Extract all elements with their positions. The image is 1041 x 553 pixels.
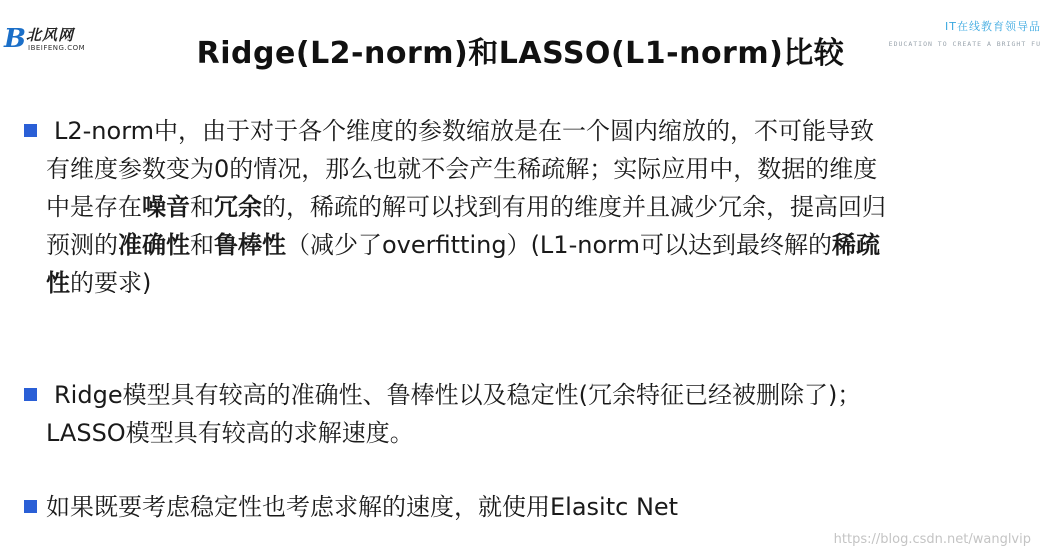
bullet-1-line-5: 性的要求) xyxy=(46,269,152,297)
bullet-1-line-4: 预测的准确性和鲁棒性（减少了overfitting）(L1-norm可以达到最终解的稀疏 xyxy=(46,231,880,259)
emphasis-sparse: 稀疏 xyxy=(831,231,880,259)
slogan-en: EDUCATION TO CREATE A BRIGHT FU xyxy=(888,40,1041,48)
bullet-3-text xyxy=(46,488,1021,526)
emphasis-accuracy: 准确性 xyxy=(118,231,190,259)
bullet-1-line-1: L2-norm中，由于对于各个维度的参数缩放是在一个圆内缩放的，不可能导致 xyxy=(54,117,875,145)
slide-title: Ridge(L2-norm)和LASSO(L1-norm)比较 xyxy=(196,36,845,71)
emphasis-robustness: 鲁棒性 xyxy=(214,231,286,259)
logo-text-cn: 北风网 xyxy=(26,26,75,44)
logo-text-en: IBEIFENG.COM xyxy=(28,44,86,52)
bullet-marker xyxy=(24,124,37,137)
bullet-2-text xyxy=(46,376,1021,452)
csdn-watermark: https://blog.csdn.net/wanglvip xyxy=(833,532,1031,547)
bullet-marker xyxy=(24,500,37,513)
logo-b-icon: B xyxy=(4,24,26,54)
bullet-2-line-2: LASSO模型具有较高的求解速度。 xyxy=(46,419,414,447)
bullet-1-line-3: 中是存在噪音和冗余的，稀疏的解可以找到有用的维度并且减少冗余，提高回归 xyxy=(46,193,886,221)
emphasis-noise: 噪音 xyxy=(142,193,190,221)
bullet-marker xyxy=(24,388,37,401)
bullet-1-text xyxy=(46,112,1021,302)
bullet-1-line-2: 有维度参数变为0的情况，那么也就不会产生稀疏解；实际应用中，数据的维度 xyxy=(46,155,878,183)
bullet-2-line-1: Ridge模型具有较高的准确性、鲁棒性以及稳定性(冗余特征已经被删除了)； xyxy=(54,381,862,409)
emphasis-redundancy: 冗余 xyxy=(214,193,262,221)
bullet-3-line-1: 如果既要考虑稳定性也考虑求解的速度，就使用Elasitc Net xyxy=(46,493,679,521)
slogan-cn: IT在线教育领导品 xyxy=(945,20,1041,33)
